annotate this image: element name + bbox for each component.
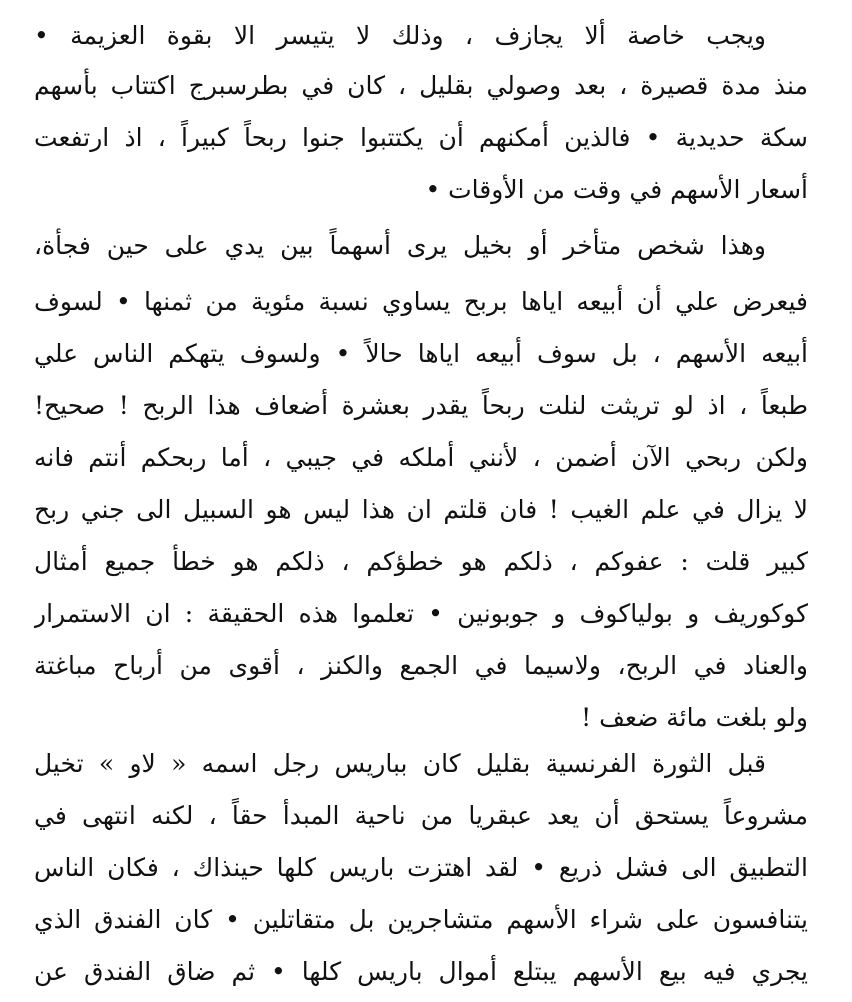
text-line: سكة حديدية • فالذين أمكنهم أن يكتتبوا جنوا ربحاً كبيراً ، اذ ارتفعت: [34, 123, 808, 152]
text-line: طبعاً ، اذ لو تريثت لنلت ربحاً يقدر بعشرة أضعاف هذا الربح ! صحيح!: [34, 391, 808, 420]
text-line: ويجب خاصة ألا يجازف ، وذلك لا يتيسر الا بقوة العزيمة •: [34, 21, 766, 50]
text-line: منذ مدة قصيرة ، بعد وصولي بقليل ، كان في بطرسبرج اكتتاب بأسهم: [34, 71, 808, 100]
text-line: التطبيق الى فشل ذريع • لقد اهتزت باريس كلها حينذاك ، فكان الناس: [34, 853, 808, 882]
text-line: وهذا شخص متأخر أو بخيل يرى أسهماً بين يدي على حين فجأة،: [34, 231, 766, 260]
text-line: أسعار الأسهم في وقت من الأوقات •: [425, 175, 808, 204]
text-line: ولكن ربحي الآن أضمن ، لأنني أملكه في جيبي ، أما ربحكم أنتم فانه: [34, 443, 808, 472]
text-line: يتنافسون على شراء الأسهم متشاجرين بل متقاتلين • كان الفندق الذي: [34, 905, 808, 934]
text-line: أبيعه الأسهم ، بل سوف أبيعه اياها حالاً • ولسوف يتهكم الناس علي: [34, 339, 808, 368]
text-line: كبير قلت : عفوكم ، ذلكم هو خطؤكم ، ذلكم هو خطأ جميع أمثال: [34, 547, 808, 576]
text-line: كوكوريف و بولياكوف و جوبونين • تعلموا هذه الحقيقة : ان الاستمرار: [34, 599, 808, 628]
text-line: ولو بلغت مائة ضعف !: [581, 703, 808, 732]
text-line: والعناد في الربح، ولاسيما في الجمع والكنز ، أقوى من أرباح مباغتة: [34, 651, 808, 680]
text-line: قبل الثورة الفرنسية بقليل كان بباريس رجل اسمه « لاو » تخيل: [34, 749, 766, 778]
text-line: يجري فيه بيع الأسهم يبتلع أموال باريس كلها • ثم ضاق الفندق عن: [34, 957, 808, 986]
text-line: فيعرض علي أن أبيعه اياها بربح يساوي نسبة مئوية من ثمنها • لسوف: [34, 287, 808, 316]
text-line: لا يزال في علم الغيب ! فان قلتم ان هذا ليس هو السبيل الى جني ربح: [34, 495, 808, 524]
text-line: مشروعاً يستحق أن يعد عبقريا من ناحية المبدأ حقاً ، لكنه انتهى في: [34, 801, 808, 830]
